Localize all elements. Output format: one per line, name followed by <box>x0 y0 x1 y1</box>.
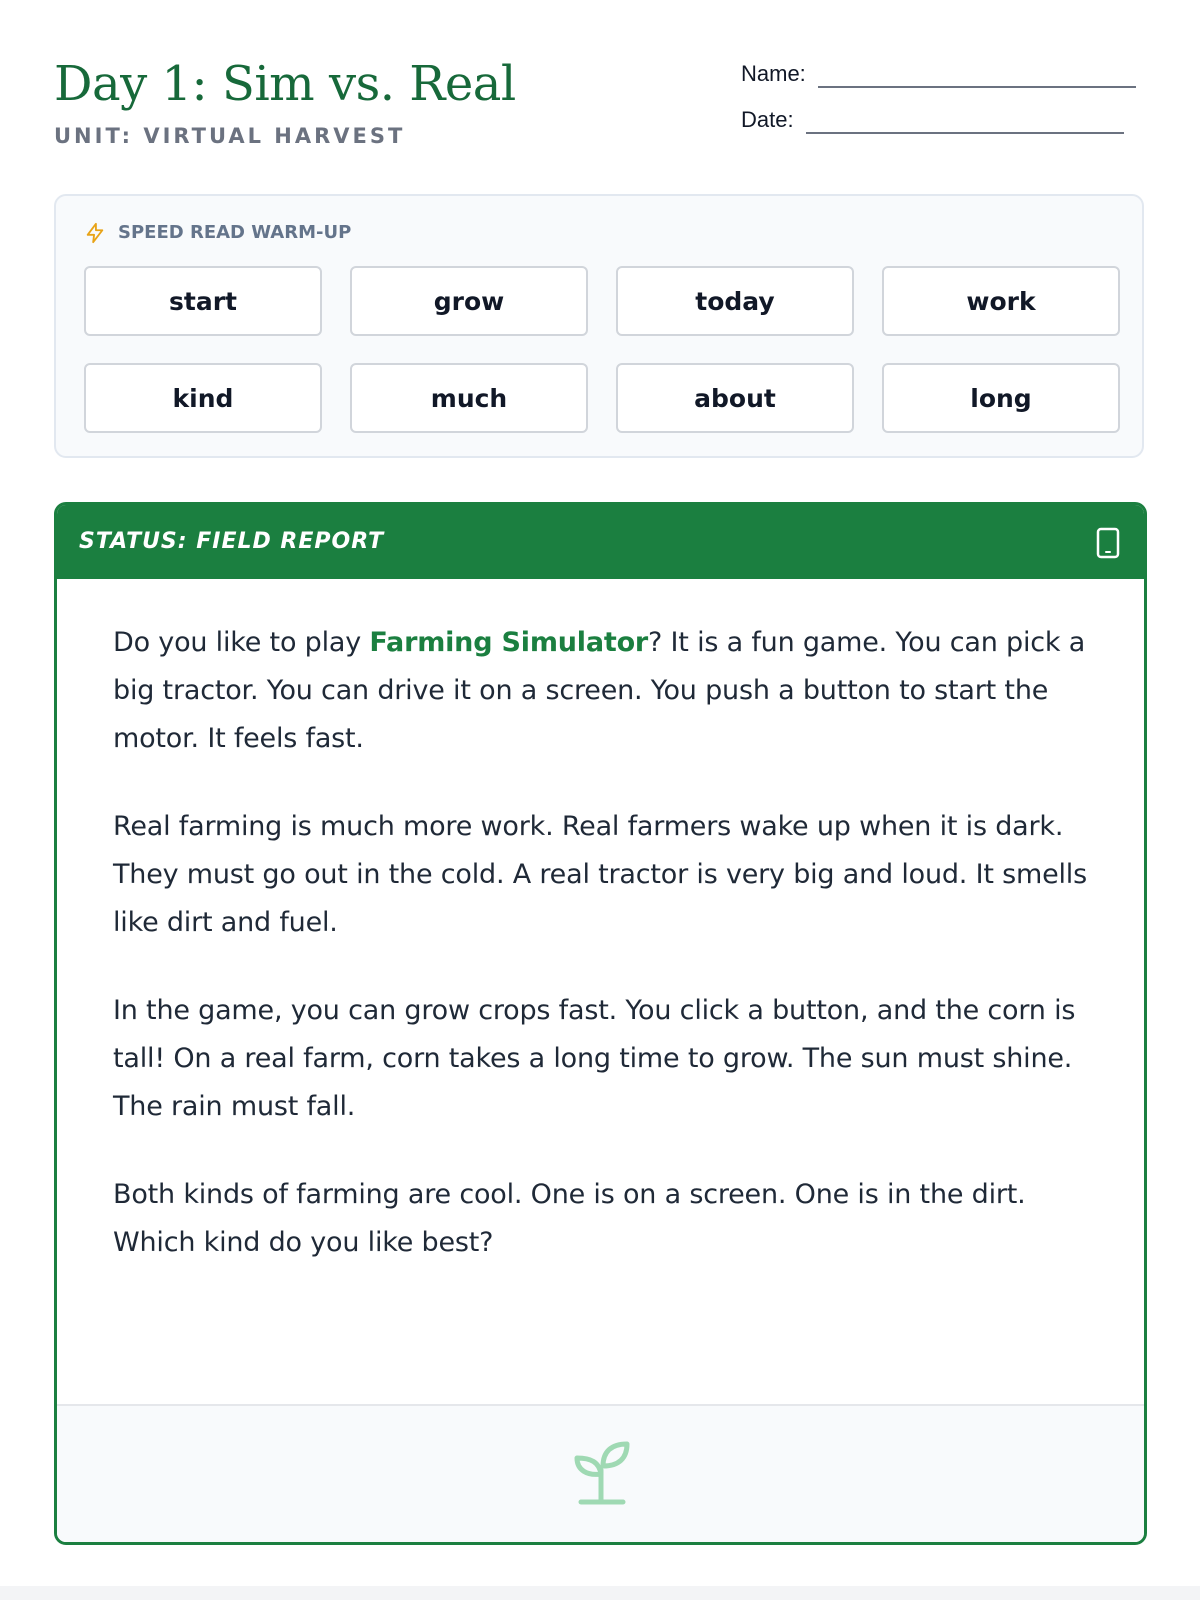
speed-read-warmup-panel <box>54 194 1144 458</box>
word-card[interactable]: grow <box>350 266 588 336</box>
highlighted-term: Farming Simulator <box>369 627 649 658</box>
name-field[interactable] <box>818 56 1136 88</box>
word-card[interactable]: kind <box>84 363 322 433</box>
page-title: Day 1: Sim vs. Real <box>54 56 516 112</box>
report-title: STATUS: FIELD REPORT <box>79 529 385 554</box>
field-report-card <box>54 502 1147 1545</box>
date-field-row <box>741 102 1124 134</box>
word-card[interactable]: much <box>350 363 588 433</box>
name-field-row <box>741 56 1136 88</box>
word-card[interactable]: today <box>616 266 854 336</box>
sight-word-grid <box>84 266 1120 433</box>
warmup-header <box>84 222 351 244</box>
warmup-label: SPEED READ WARM-UP <box>118 222 352 243</box>
date-field[interactable] <box>806 102 1124 134</box>
paragraph-text: ? It is a fun game. You can pick a big tractor. You can drive it on a screen. You push a button to start the motor. It feels fast. <box>113 627 1086 754</box>
date-label: Date: <box>741 107 794 132</box>
word-card[interactable]: start <box>84 266 322 336</box>
tablet-icon <box>1096 527 1120 559</box>
report-footer <box>57 1404 1144 1542</box>
passage-paragraph: Real farming is much more work. Real farmers wake up when it is dark. They must go out in the cold. A real tractor is very big and loud. It smells like dirt and fuel. <box>113 811 1087 938</box>
passage-paragraph: Both kinds of farming are cool. One is on a screen. One is in the dirt. Which kind do you like best? <box>113 1179 1026 1258</box>
page-bottom-edge <box>0 1586 1200 1600</box>
lightning-bolt-icon <box>84 222 106 244</box>
report-header <box>57 505 1144 579</box>
sprout-icon <box>569 1436 633 1508</box>
word-card[interactable]: long <box>882 363 1120 433</box>
passage-paragraph <box>113 619 1093 763</box>
paragraph-text: Do you like to play <box>113 627 370 658</box>
unit-subtitle: UNIT: VIRTUAL HARVEST <box>54 124 406 148</box>
word-card[interactable]: work <box>882 266 1120 336</box>
reading-passage <box>113 619 1093 1307</box>
passage-paragraph: In the game, you can grow crops fast. You click a button, and the corn is tall! On a real farm, corn takes a long time to grow. The sun must shine. The rain must fall. <box>113 995 1076 1122</box>
word-card[interactable]: about <box>616 363 854 433</box>
name-label: Name: <box>741 61 806 86</box>
